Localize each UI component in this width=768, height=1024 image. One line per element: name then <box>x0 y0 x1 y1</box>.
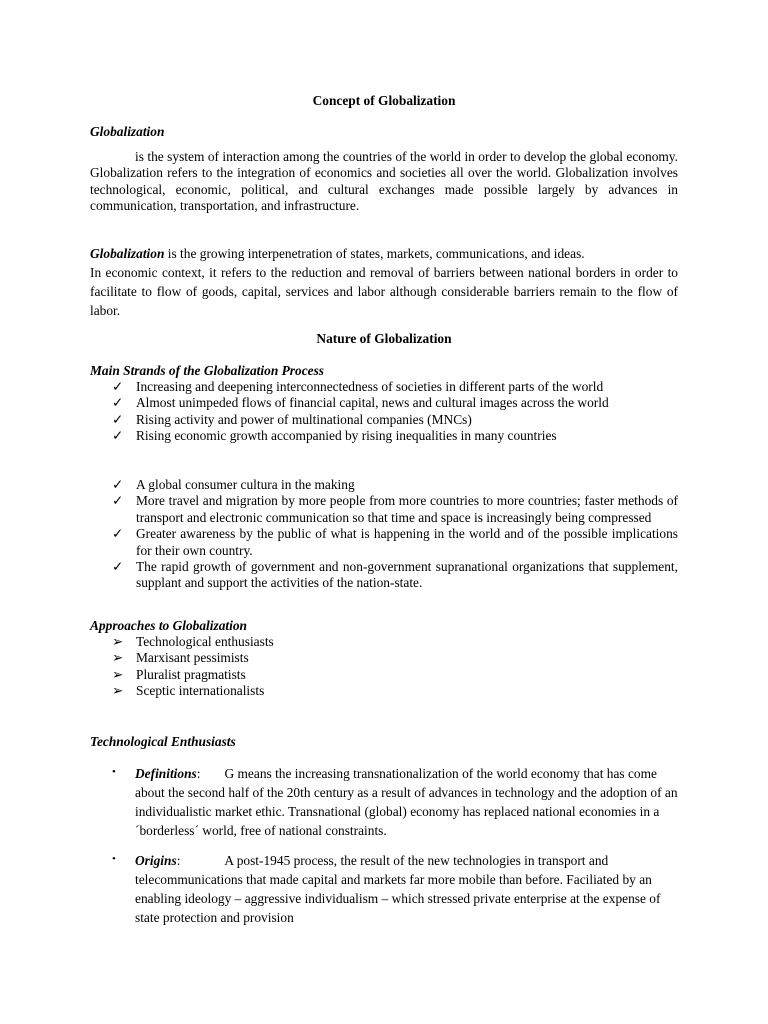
list-item: ✓ The rapid growth of government and non-government supranational organizations that supplement, supplant and support the activities of the nation-state. <box>112 559 678 591</box>
checkmark-icon: ✓ <box>112 411 124 427</box>
strands-checklist-2 <box>90 477 678 592</box>
list-item: ✓ Rising activity and power of multinational companies (MNCs) <box>112 411 472 427</box>
origins-item: • Origins: A post-1945 process, the result of the new technologies in transport and telecommunications that made capital and markets far more mobile than before. Faciliated by an enabling ideology – aggressive individualism – which stressed private enterprise at the expense of state protection and provision <box>112 851 678 927</box>
list-item: ✓ More travel and migration by more people from more countries to more countries; faster methods of transport and electronic communication so that time and space is increasingly being compressed <box>112 493 678 525</box>
arrow-bullet-icon: ➢ <box>112 650 124 666</box>
origins-text: A post-1945 process, the result of the new technologies in transport and telecommunications that made capital and markets far more mobile than before. Faciliated by an enabling ideology – aggressive individualism – which stressed private enterprise at the expense of state protection and provision <box>135 853 661 925</box>
economic-context-text: In economic context, it refers to the reduction and removal of barriers between national borders in order to facilitate to flow of goods, capital, services and labor although considerable barriers remain to the flow of labor. <box>90 265 678 318</box>
list-item: ✓ Almost unimpeded flows of financial capital, news and cultural images across the world <box>112 395 609 411</box>
tech-enthusiasts-heading: Technological Enthusiasts <box>90 734 236 749</box>
arrow-bullet-icon: ➢ <box>112 683 124 699</box>
list-item: ✓ Rising economic growth accompanied by rising inequalities in many countries <box>112 428 557 444</box>
interpenetration-text: is the growing interpenetration of states, markets, communications, and ideas. <box>164 246 585 261</box>
list-item: ➢ Sceptic internationalists <box>112 683 265 699</box>
checkmark-icon: ✓ <box>112 395 124 411</box>
checkmark-icon: ✓ <box>112 379 124 394</box>
checkmark-icon: ✓ <box>112 428 124 444</box>
definitions-term: Definitions <box>135 766 197 781</box>
list-item: ➢ Technological enthusiasts <box>112 634 274 649</box>
checkmark-icon: ✓ <box>112 559 124 575</box>
strands-checklist-1 <box>90 379 678 445</box>
globalization-term-inline: Globalization <box>90 246 165 261</box>
checkmark-icon: ✓ <box>112 493 124 509</box>
definitions-text: G means the increasing transnationalization of the world economy that has come about the second half of the 20th century as a result of advances in technology and the adoption of an individualistic market ethic. Transnational (global) economy has replaced national economies in a ´borderless´ world, free of national constraints. <box>135 766 678 838</box>
page-title: Concept of Globalization <box>312 93 456 108</box>
globalization-definition-paragraph: is the system of interaction among the countries of the world in order to develop the global economy. Globalization refers to the integration of economics and societies all over the world. Globalization involves technological, economic, political, and cultural exchanges made possible largely by advances in communication, transportation, and infrastructure. <box>90 149 678 214</box>
arrow-bullet-icon: ➢ <box>112 634 124 649</box>
list-item: ✓ Greater awareness by the public of what is happening in the world and of the possible implications for their own country. <box>112 526 678 558</box>
arrow-bullet-icon: ➢ <box>112 666 124 682</box>
globalization-interpenetration-paragraph <box>90 244 678 320</box>
main-strands-heading: Main Strands of the Globalization Process <box>90 363 325 378</box>
list-item: ✓ A global consumer cultura in the making <box>112 477 355 492</box>
bullet-icon: • <box>112 853 116 865</box>
checkmark-icon: ✓ <box>112 526 124 542</box>
list-item: ➢ Marxisant pessimists <box>112 650 249 666</box>
checkmark-icon: ✓ <box>112 477 124 492</box>
definitions-item: • Definitions: G means the increasing transnationalization of the world economy that has come about the second half of the 20th century as a result of advances in technology and the adoption of an individualistic market ethic. Transnational (global) economy has replaced national economies in a ´borderless´ world, free of national constraints. <box>112 764 678 840</box>
origins-term: Origins <box>135 853 177 868</box>
approaches-heading: Approaches to Globalization <box>90 618 247 633</box>
list-item: ➢ Pluralist pragmatists <box>112 666 246 682</box>
nature-heading: Nature of Globalization <box>316 331 452 346</box>
globalization-term-heading: Globalization <box>90 124 165 139</box>
bullet-icon: • <box>112 766 116 778</box>
approaches-list <box>90 634 678 700</box>
list-item: ✓ Increasing and deepening interconnectedness of societies in different parts of the world <box>112 379 604 394</box>
